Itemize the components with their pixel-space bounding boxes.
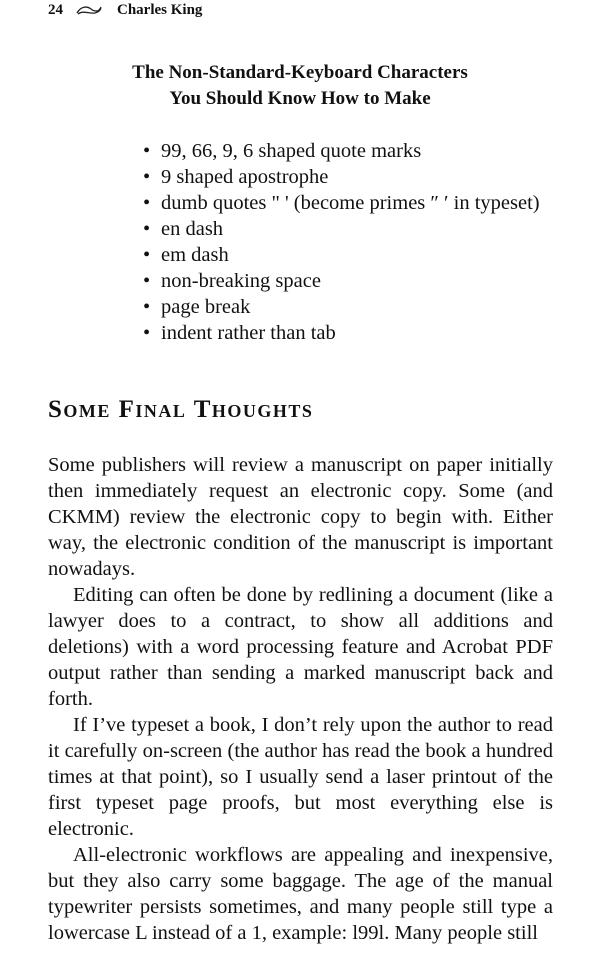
list-item: • dumb quotes " ' (become primes ″ ′ in typeset) <box>143 192 540 214</box>
scroll-ornament-icon <box>75 4 103 16</box>
paragraph: Some publishers will review a manuscript on paper initially then immediately request an electronic copy. Some (and CKMM) review the electronic copy to begin with. Either way, the electronic condition of the manuscript is important nowadays. <box>48 454 553 580</box>
bullet-icon: • <box>143 166 151 188</box>
list-item: • 99, 66, 9, 6 shaped quote marks <box>143 140 422 162</box>
running-header <box>48 0 202 20</box>
list-item: • non-breaking space <box>143 270 321 292</box>
bullet-icon: • <box>143 140 151 162</box>
bullet-icon: • <box>143 192 151 214</box>
list-item: • em dash <box>143 244 229 266</box>
bullet-icon: • <box>143 296 151 318</box>
list-item: • indent rather than tab <box>143 322 336 344</box>
box-title-line-1: The Non-Standard-Keyboard Characters <box>132 62 468 83</box>
paragraph: If I’ve typeset a book, I don’t rely upon the author to read it carefully on-screen (the author has read the book a hundred times at that point), so I usually send a laser printout of the first typeset page proofs, but most everything else is electronic. <box>48 714 553 840</box>
list-item: • page break <box>143 296 251 318</box>
list-item: • 9 shaped apostrophe <box>143 166 329 188</box>
bullet-icon: • <box>143 270 151 292</box>
paragraph: All-electronic workflows are appealing and inexpensive, but they also carry some baggage. The age of the manual typewriter persists sometimes, and many people still type a lowercase L instead of a 1, example: l99l. Many people still <box>48 844 553 944</box>
bullet-icon: • <box>143 218 151 240</box>
box-title-line-2: You Should Know How to Make <box>169 88 431 109</box>
page-number: 24 <box>48 1 63 18</box>
box-title <box>0 60 600 112</box>
list-item: • en dash <box>143 218 224 240</box>
body-text <box>48 452 553 946</box>
character-list <box>140 138 540 346</box>
section-heading: Some Final Thoughts <box>48 396 314 423</box>
author-name: Charles King <box>117 1 203 18</box>
bullet-icon: • <box>143 322 151 344</box>
bullet-icon: • <box>143 244 151 266</box>
paragraph: Editing can often be done by redlining a document (like a lawyer does to a contract, to show all additions and deletions) with a word processing feature and Acrobat PDF output rather than sending a marked manuscript back and forth. <box>48 584 553 710</box>
